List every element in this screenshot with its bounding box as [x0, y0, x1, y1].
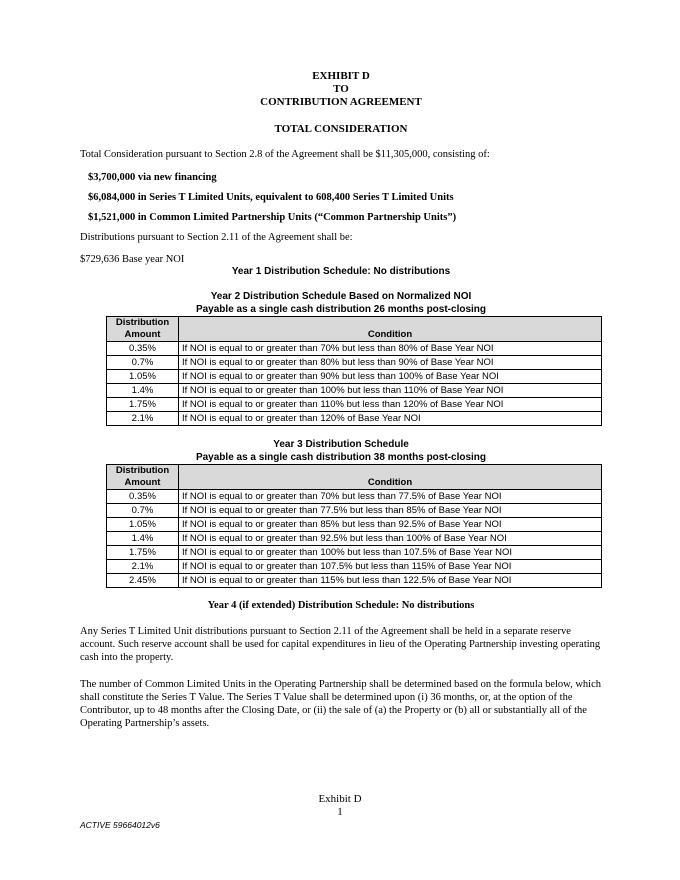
year2-title: Year 2 Distribution Schedule Based on Normalized NOI — [210, 291, 472, 302]
table-row — [107, 412, 602, 426]
year2-subtitle: Payable as a single cash distribution 26 months post-closing — [195, 304, 487, 315]
consideration-item: $6,084,000 in Series T Limited Units, equivalent to 608,400 Series T Limited Units — [88, 192, 454, 203]
condition-cell: If NOI is equal to or greater than 92.5% but less than 100% of Base Year NOI — [179, 532, 602, 546]
distributions-intro: Distributions pursuant to Section 2.11 of the Agreement shall be: — [80, 232, 353, 243]
heading-line-1: EXHIBIT D — [312, 70, 370, 82]
year4-title: Year 4 (if extended) Distribution Schedule: No distributions — [207, 600, 475, 611]
table-row — [107, 504, 602, 518]
distribution-amount: 0.35% — [107, 342, 179, 356]
table-row — [107, 546, 602, 560]
base-noi: $729,636 Base year NOI — [80, 254, 185, 265]
distribution-amount: 1.75% — [107, 398, 179, 412]
condition-cell: If NOI is equal to or greater than 90% but less than 100% of Base Year NOI — [179, 370, 602, 384]
table-row — [107, 532, 602, 546]
consideration-item: $3,700,000 via new financing — [88, 172, 217, 183]
year3-title: Year 3 Distribution Schedule — [273, 439, 409, 450]
condition-cell: If NOI is equal to or greater than 120% of Base Year NOI — [179, 412, 602, 426]
consideration-list — [80, 171, 602, 224]
condition-cell: If NOI is equal to or greater than 77.5% but less than 85% of Base Year NOI — [179, 504, 602, 518]
distribution-amount: 1.4% — [107, 384, 179, 398]
document-page — [80, 70, 602, 730]
intro-text: Total Consideration pursuant to Section 2.8 of the Agreement shall be $11,305,000, consisting of: — [80, 149, 490, 160]
page-footer — [0, 793, 680, 819]
page-number: 1 — [337, 806, 343, 818]
table-row — [107, 356, 602, 370]
footer-exhibit: Exhibit D — [318, 793, 362, 805]
heading-line-2: TO — [333, 83, 349, 95]
year1-title: Year 1 Distribution Schedule: No distributions — [231, 266, 451, 277]
table-row — [107, 518, 602, 532]
condition-cell: If NOI is equal to or greater than 70% but less than 80% of Base Year NOI — [179, 342, 602, 356]
col-condition-header: Condition — [179, 317, 602, 342]
exhibit-heading — [80, 70, 602, 109]
reserve-paragraph: Any Series T Limited Unit distributions pursuant to Section 2.11 of the Agreement shall be held in a separate reserve account. Such reserve account shall be used for capital expenditures in lieu of the Operating Partnership investing operating cash into the property. — [80, 626, 601, 663]
condition-cell: If NOI is equal to or greater than 107.5% but less than 115% of Base Year NOI — [179, 560, 602, 574]
table-row — [107, 370, 602, 384]
condition-cell: If NOI is equal to or greater than 115% but less than 122.5% of Base Year NOI — [179, 574, 602, 588]
distribution-amount: 0.35% — [107, 490, 179, 504]
year2-table — [106, 316, 602, 426]
condition-cell: If NOI is equal to or greater than 100% but less than 107.5% of Base Year NOI — [179, 546, 602, 560]
year3-table — [106, 464, 602, 588]
col-amount-header: Distribution Amount — [107, 317, 179, 342]
table-row — [107, 560, 602, 574]
table-row — [107, 398, 602, 412]
distribution-amount: 1.05% — [107, 518, 179, 532]
distribution-amount: 1.05% — [107, 370, 179, 384]
distribution-amount: 2.1% — [107, 560, 179, 574]
table-row — [107, 490, 602, 504]
condition-cell: If NOI is equal to or greater than 70% but less than 77.5% of Base Year NOI — [179, 490, 602, 504]
year3-subtitle: Payable as a single cash distribution 38 months post-closing — [195, 452, 487, 463]
distribution-amount: 1.75% — [107, 546, 179, 560]
heading-line-3: CONTRIBUTION AGREEMENT — [260, 96, 422, 108]
distribution-amount: 0.7% — [107, 504, 179, 518]
condition-cell: If NOI is equal to or greater than 100% but less than 110% of Base Year NOI — [179, 384, 602, 398]
col-amount-header: Distribution Amount — [107, 465, 179, 490]
distribution-amount: 1.4% — [107, 532, 179, 546]
condition-cell: If NOI is equal to or greater than 110% but less than 120% of Base Year NOI — [179, 398, 602, 412]
series-t-paragraph: The number of Common Limited Units in the Operating Partnership shall be determined based on the formula below, which shall constitute the Series T Value. The Series T Value shall be determined upon (i) 36 months, or, at the option of the Contributor, up to 48 months after the Closing Date, or (ii) the sale of (a) the Property or (b) all or substantially all of the Operating Partnership’s assets. — [80, 679, 601, 729]
table-row — [107, 574, 602, 588]
table-row — [107, 384, 602, 398]
consideration-item: $1,521,000 in Common Limited Partnership Units (“Common Partnership Units”) — [88, 212, 457, 223]
distribution-amount: 2.1% — [107, 412, 179, 426]
distribution-amount: 0.7% — [107, 356, 179, 370]
document-id: ACTIVE 59664012v6 — [80, 820, 160, 830]
table-row — [107, 342, 602, 356]
distribution-amount: 2.45% — [107, 574, 179, 588]
section-title: TOTAL CONSIDERATION — [274, 123, 408, 135]
condition-cell: If NOI is equal to or greater than 85% but less than 92.5% of Base Year NOI — [179, 518, 602, 532]
col-condition-header: Condition — [179, 465, 602, 490]
condition-cell: If NOI is equal to or greater than 80% but less than 90% of Base Year NOI — [179, 356, 602, 370]
